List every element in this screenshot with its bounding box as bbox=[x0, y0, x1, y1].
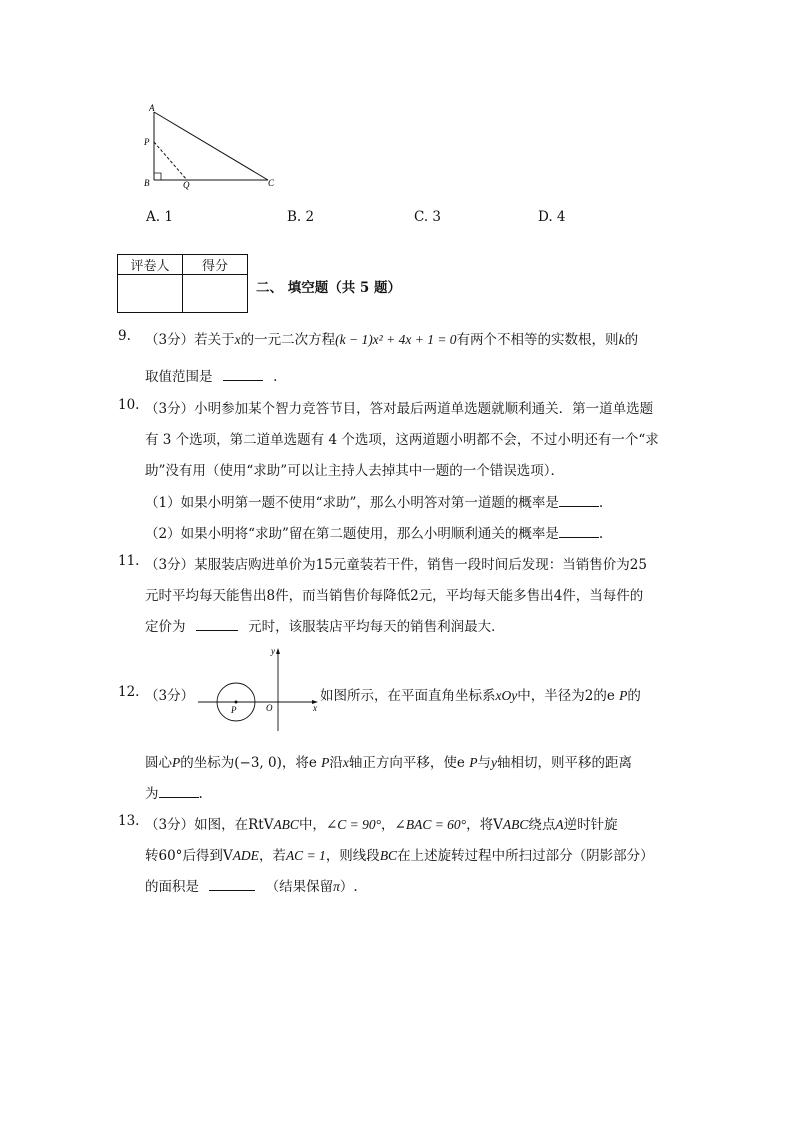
question-text: 与 bbox=[477, 755, 491, 771]
question-text: 定价为 bbox=[145, 619, 186, 635]
choice-b: B. 2 bbox=[287, 209, 315, 225]
question-text: ， bbox=[381, 817, 395, 833]
sub-question-2: （2）如果小明将“求助”留在第二题使用，那么小明顺利通关的概率是 bbox=[145, 526, 559, 542]
question-text: 的 bbox=[624, 332, 639, 348]
var-x: x bbox=[342, 755, 349, 770]
question-text: ，若 bbox=[258, 848, 286, 864]
question-text: 中， bbox=[298, 817, 326, 833]
number: 8 bbox=[266, 588, 276, 604]
triangle-symbol: V bbox=[263, 817, 274, 833]
score-header: 得分 bbox=[183, 255, 248, 275]
answer-blank bbox=[223, 368, 263, 381]
question-text: 的 bbox=[627, 688, 641, 704]
question-text: 轴相切，则平移的距离 bbox=[496, 755, 632, 771]
coordinate-figure bbox=[196, 645, 320, 731]
question-text: 沿 bbox=[329, 755, 343, 771]
angle-c: ∠C = 90° bbox=[325, 817, 382, 832]
var-x: x bbox=[234, 332, 241, 347]
question-text: （3分）若关于 bbox=[145, 332, 235, 348]
angle-bac: ∠BAC = 60° bbox=[394, 817, 467, 832]
point-a: A bbox=[555, 817, 564, 832]
triangle-name: ADE bbox=[232, 848, 259, 863]
circle-symbol: e bbox=[456, 755, 465, 771]
question-text: （结果保留 bbox=[265, 879, 334, 895]
question-text: ）. bbox=[339, 879, 358, 895]
number: 15 bbox=[315, 557, 333, 573]
sub-question-1: （1）如果小明第一题不使用“求助”，那么小明答对第一道题的概率是 bbox=[145, 495, 559, 511]
question-text: . bbox=[198, 786, 203, 802]
triangle-figure bbox=[140, 104, 280, 190]
answer-blank bbox=[159, 785, 199, 798]
answer-blank bbox=[196, 618, 238, 631]
section-title: 二、 填空题（共 5 题） bbox=[256, 280, 401, 296]
question-text: ，将 bbox=[466, 817, 494, 833]
question-text: 件，而当销售价每降低 bbox=[275, 588, 411, 604]
question-text: 后得到 bbox=[182, 848, 223, 864]
question-points: （3分） bbox=[145, 688, 195, 704]
question-number: 12. bbox=[118, 684, 140, 700]
question-number: 9. bbox=[118, 328, 131, 344]
triangle-name: ABC bbox=[502, 817, 529, 832]
equation: (k − 1)x² + 4x + 1 = 0 bbox=[335, 332, 457, 347]
question-text: 元时平均每天能售出 bbox=[145, 588, 267, 604]
grader-cell bbox=[118, 275, 183, 313]
number: 25 bbox=[629, 557, 647, 573]
question-text: （3分）如图，在 bbox=[145, 817, 249, 833]
answer-blank bbox=[209, 878, 255, 891]
var-p: P bbox=[321, 755, 330, 770]
question-text: 在上述旋转过程中所扫过部分（阴影部分） bbox=[397, 848, 654, 864]
question-text: 助”没有用（使用“求助”可以让主持人去掉其中一题的一个错误选项）． bbox=[145, 463, 564, 479]
number: 4 bbox=[553, 588, 563, 604]
var-p: P bbox=[469, 755, 478, 770]
triangle-name: ABC bbox=[273, 817, 299, 832]
grader-header: 评卷人 bbox=[118, 255, 183, 275]
question-text: 有两个不相等的实数根，则 bbox=[456, 332, 619, 348]
triangle-symbol: V bbox=[493, 817, 503, 833]
var-y: y bbox=[490, 755, 497, 770]
circle-symbol: e bbox=[308, 755, 317, 771]
rt-symbol: Rt bbox=[248, 817, 264, 833]
question-text: 元，平均每天能多售出 bbox=[418, 588, 554, 604]
label-p: P bbox=[144, 137, 150, 147]
question-text: 如图所示，在平面直角坐标系 bbox=[320, 688, 496, 704]
question-text: ，将 bbox=[281, 755, 309, 771]
label-b: B bbox=[144, 178, 150, 188]
number: 2 bbox=[584, 688, 594, 704]
var-p: P bbox=[619, 688, 628, 703]
choice-a: A. 1 bbox=[146, 209, 173, 225]
triangle-symbol: V bbox=[222, 848, 233, 864]
question-text: 元时，该服装店平均每天的销售利润最大． bbox=[248, 619, 505, 635]
pi-symbol: π bbox=[333, 879, 340, 894]
question-number: 10. bbox=[118, 397, 140, 413]
question-text: 中，半径为 bbox=[517, 688, 585, 704]
question-number: 13. bbox=[118, 813, 140, 829]
question-text: 绕点 bbox=[528, 817, 556, 833]
y-axis-label: y bbox=[271, 646, 275, 656]
question-number: 11. bbox=[118, 553, 140, 569]
score-table bbox=[117, 254, 248, 313]
var-k: k bbox=[618, 332, 625, 347]
circle-symbol: e bbox=[606, 688, 615, 704]
question-text: 件，当每件的 bbox=[562, 588, 644, 604]
question-text: （3分）小明参加某个智力竞答节目，答对最后两道单选题就顺利通关．第一道单选题 bbox=[145, 401, 654, 417]
label-c: C bbox=[268, 178, 275, 188]
coordinate-system: xOy bbox=[495, 688, 518, 703]
center-p-label: P bbox=[231, 705, 237, 715]
question-text: 的面积是 bbox=[145, 879, 199, 895]
question-text: . bbox=[598, 526, 604, 542]
question-text: （3分）某服装店购进单价为 bbox=[145, 557, 316, 573]
var-p: P bbox=[172, 755, 181, 770]
question-text: ，则线段 bbox=[325, 848, 380, 864]
origin-label: O bbox=[266, 703, 273, 713]
question-text: 逆时针旋 bbox=[563, 817, 618, 833]
question-text: 圆心 bbox=[145, 755, 172, 771]
score-cell bbox=[183, 275, 248, 313]
question-text: 元童装若干件，销售一段时间后发现：当销售价为 bbox=[332, 557, 630, 573]
question-text: 轴正方向平移，使 bbox=[348, 755, 457, 771]
length-ac: AC = 1 bbox=[285, 848, 326, 863]
label-q: Q bbox=[183, 180, 190, 190]
segment-bc: BC bbox=[379, 848, 398, 863]
label-a: A bbox=[149, 104, 155, 113]
question-text: . bbox=[598, 495, 604, 511]
choice-d: D. 4 bbox=[538, 209, 566, 225]
angle-value: 60° bbox=[158, 848, 183, 864]
x-axis-label: x bbox=[313, 703, 317, 713]
choice-c: C. 3 bbox=[414, 209, 442, 225]
question-text: 的 bbox=[593, 688, 607, 704]
question-text: . bbox=[273, 369, 278, 385]
number: 2 bbox=[410, 588, 419, 604]
question-text: 取值范围是 bbox=[145, 369, 213, 385]
question-text: 为 bbox=[145, 786, 159, 802]
question-text: 的一元二次方程 bbox=[240, 332, 336, 348]
answer-blank bbox=[559, 525, 599, 538]
question-text: 有 3 个选项，第二道单选题有 4 个选项，这两道题小明都不会，不过小明还有一个“求 bbox=[145, 432, 659, 448]
question-text: 转 bbox=[145, 848, 159, 864]
coordinate: (−3, 0) bbox=[234, 755, 282, 771]
answer-blank bbox=[559, 494, 599, 507]
question-text: 的坐标为 bbox=[180, 755, 235, 771]
